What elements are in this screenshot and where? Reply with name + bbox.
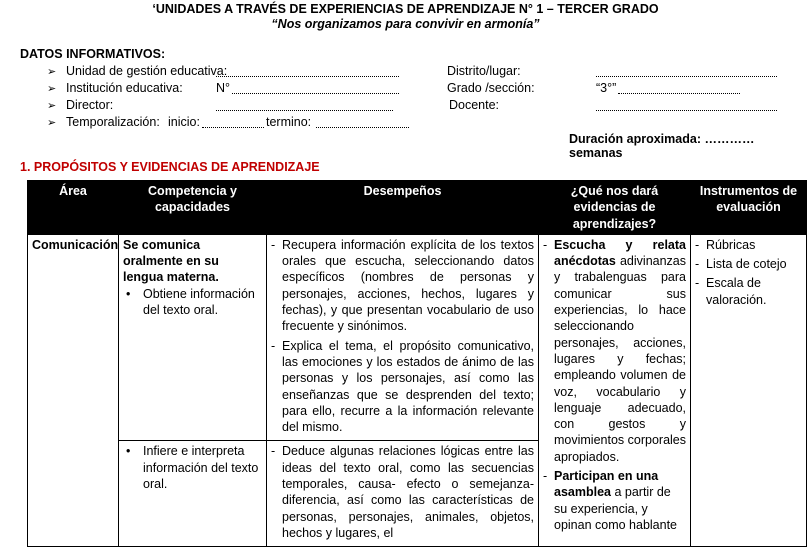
area-cell: Comunicación [28, 234, 119, 546]
institucion-label: Institución educativa: [66, 81, 183, 95]
desempeno-item: - Recupera información explícita de los textos orales que escucha, seleccionando datos específicos (nombres de personas y personajes, acciones, hechos, lugares y fechas), y que presentan vocabulario de uso frecuente y sinónimos. [271, 237, 534, 335]
evidencia-description: adivinanzas y trabalenguas para comunicar sus experiencias, lo hace seleccionando personajes, acciones, lugares y fechas; empleando volumen de voz, vocabulario y lenguaje adecuado, con gestos y movimientos corporales apropiados. [554, 254, 686, 464]
evidencia-title: Participan en una asamblea [554, 469, 659, 500]
institucion-fill-line [232, 93, 399, 94]
inicio-label: inicio: [168, 115, 200, 129]
header-instrumentos: Instrumentos de evaluación [691, 181, 807, 235]
header-area: Área [28, 181, 119, 235]
competencia-cell [119, 441, 267, 547]
evidencia-title: Escucha y relata anécdotas [554, 237, 686, 269]
evidencia-item [543, 468, 686, 533]
instrumento-item: - Lista de cotejo [695, 256, 802, 272]
arrow-bullet-icon: ➢ [47, 66, 57, 78]
desempenos-cell [267, 441, 539, 547]
table-row [28, 234, 807, 441]
header-evidencias: ¿Qué nos dará evidencias de aprendizajes? [539, 181, 691, 235]
evidencia-item [543, 237, 686, 465]
director-fill-line [216, 110, 393, 111]
document-subtitle: “Nos organizamos para convivir en armonía” [271, 17, 540, 31]
header-competencia: Competencia y capacidades [119, 181, 267, 235]
arrow-bullet-icon: ➢ [47, 83, 57, 95]
institucion-number-prefix: N° [216, 81, 231, 95]
distrito-label: Distrito/lugar: [447, 64, 521, 78]
propositos-table [27, 180, 807, 547]
grado-fill-line [618, 93, 740, 94]
temporalizacion-label: Temporalización: [66, 115, 160, 129]
competencia-cell [119, 234, 267, 441]
evidencia-description: a partir de su experiencia, y opinan como hablante [554, 485, 678, 532]
grado-label: Grado /sección: [447, 81, 535, 95]
distrito-fill-line [596, 76, 777, 77]
director-label: Director: [66, 98, 114, 112]
docente-label: Docente: [449, 98, 500, 112]
datos-informativos-label: DATOS INFORMATIVOS: [20, 47, 166, 61]
header-desempenos: Desempeños [267, 181, 539, 235]
termino-fill-line [316, 127, 409, 128]
instrumento-item: - Rúbricas [695, 237, 802, 253]
duracion-aproximada: Duración aproximada: ………… semanas [569, 132, 755, 160]
instrumento-item: - Escala de valoración. [695, 275, 802, 308]
desempeno-item: - Explica el tema, el propósito comunicativo, las emociones y los estados de ánimo de las personas y los personajes, así como las enseñanzas que se desprenden del texto; para ello, recurre a la información relevante del mismo. [271, 338, 534, 436]
document-title: ‘UNIDADES A TRAVÉS DE EXPERIENCIAS DE APRENDIZAJE N° 1 – TERCER GRADO [152, 2, 659, 16]
grado-value: “3°” [596, 81, 617, 95]
arrow-bullet-icon: ➢ [47, 117, 57, 129]
arrow-bullet-icon: ➢ [47, 100, 57, 112]
table-header-row [28, 181, 807, 235]
unidad-label: Unidad de gestión educativa: [66, 64, 228, 78]
unidad-fill-line [216, 76, 399, 77]
termino-label: termino: [266, 115, 312, 129]
desempeno-item: - Deduce algunas relaciones lógicas entre las ideas del texto oral, como las secuencias temporales, causa- efecto o semejanza-diferencia, así como las características de personas, personajes, animales, objetos, hechos y lugares, el [271, 443, 534, 541]
capacidad-item: • Obtiene información del texto oral. [123, 286, 262, 319]
section-heading-propositos: 1. PROPÓSITOS Y EVIDENCIAS DE APRENDIZAJE [20, 160, 320, 174]
competencia-text: Se comunica oralmente en su lengua materna. [123, 237, 219, 285]
desempenos-cell [267, 234, 539, 441]
inicio-fill-line [202, 127, 264, 128]
capacidad-item: • Infiere e interpreta información del texto oral. [123, 443, 262, 492]
docente-fill-line [596, 110, 777, 111]
